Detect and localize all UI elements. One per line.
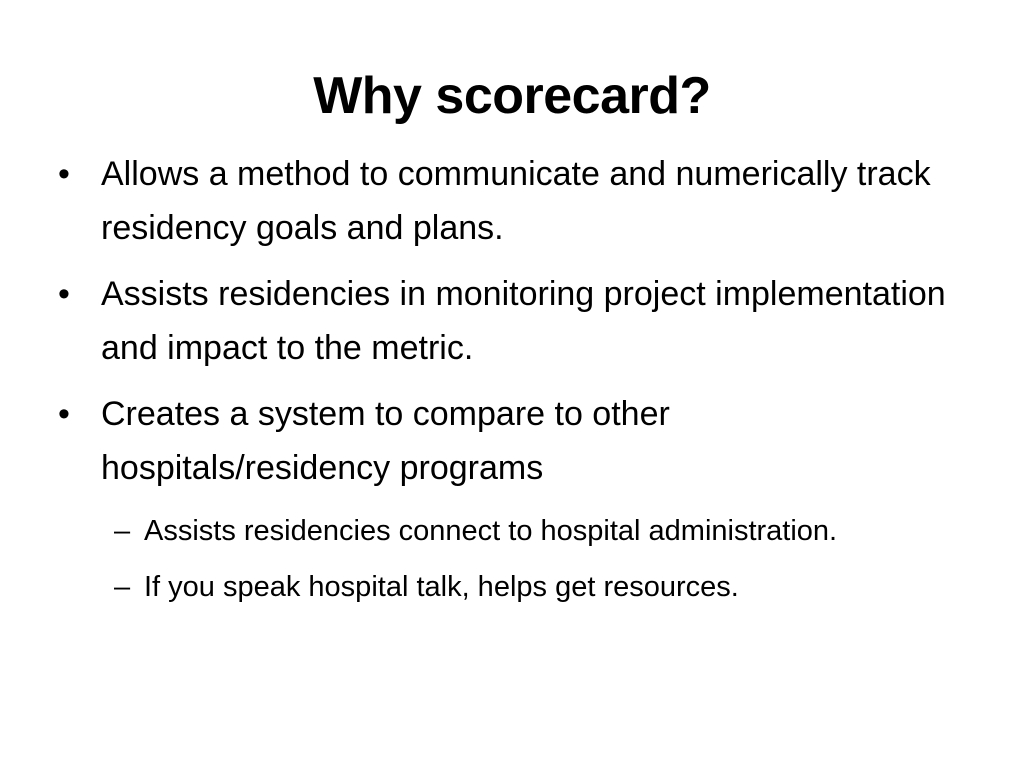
bullet-item — [58, 387, 958, 495]
sub-bullet-text: Assists residencies connect to hospital administration. — [144, 515, 838, 547]
sub-bullet-marker: – — [114, 571, 131, 603]
bullet-marker: • — [58, 275, 70, 313]
bullet-text: Allows a method to communicate and numerically track residency goals and plans. — [101, 155, 931, 247]
bullet-text: Creates a system to compare to other hospitals/residency programs — [101, 395, 670, 487]
sub-bullet-item — [114, 563, 958, 611]
sub-bullet-marker: – — [114, 515, 131, 547]
bullet-marker: • — [58, 395, 70, 433]
bullet-item — [58, 147, 958, 255]
slide-title: Why scorecard? — [313, 67, 711, 125]
bullet-marker: • — [58, 155, 70, 193]
sub-bullet-text: If you speak hospital talk, helps get resources. — [144, 571, 739, 603]
bullet-list — [58, 147, 958, 619]
bullet-text: Assists residencies in monitoring project implementation and impact to the metric. — [101, 275, 946, 367]
sub-bullet-list — [114, 507, 958, 611]
sub-bullet-item — [114, 507, 958, 555]
bullet-item — [58, 267, 958, 375]
